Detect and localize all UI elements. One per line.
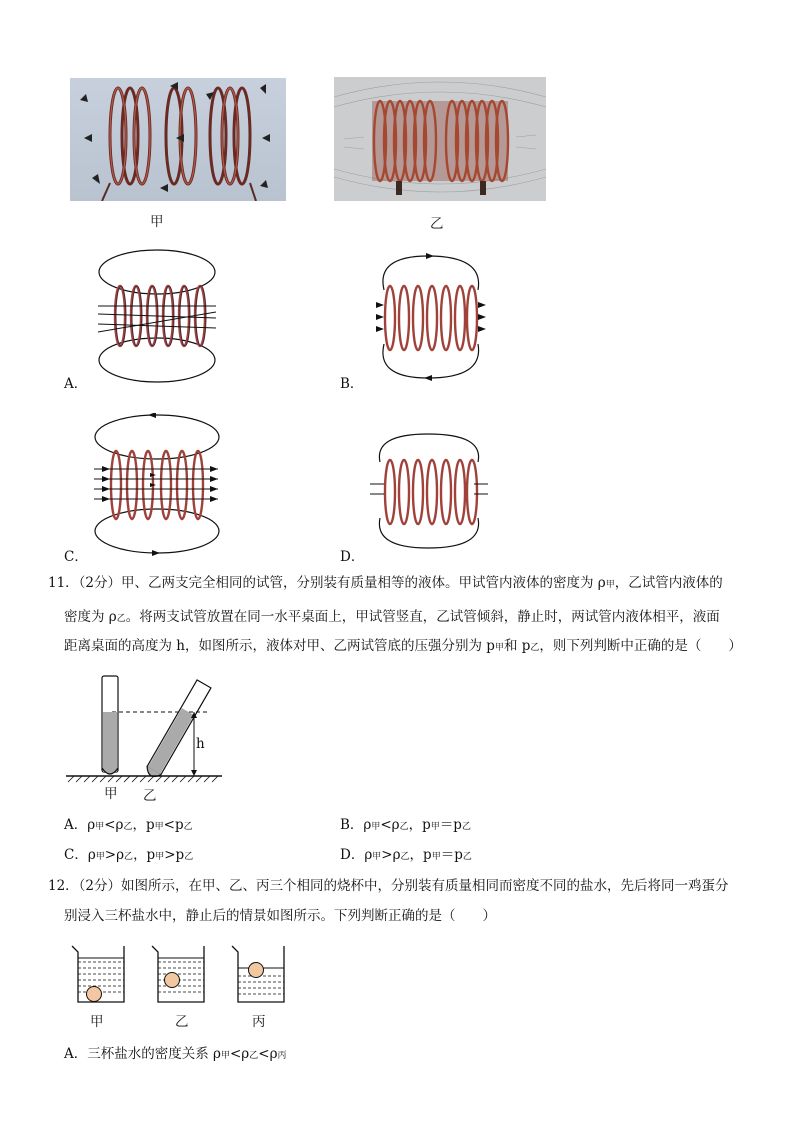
q12-option-a[interactable]: A．三杯盐水的密度关系 ρ甲<ρ乙<ρ丙: [64, 1046, 287, 1062]
q11-option-b[interactable]: B．ρ甲<ρ乙，p甲＝p乙: [340, 817, 471, 833]
fig-jia-label: 甲: [104, 786, 118, 802]
beaker-label-bing: 丙: [252, 1014, 266, 1030]
q11-option-c[interactable]: C．ρ甲>ρ乙，p甲>p乙: [64, 847, 194, 863]
option-a-label: A．: [64, 376, 88, 392]
q11-line-2: 密度为 ρ乙。将两支试管放置在同一水平桌面上，甲试管竖直，乙试管倾斜，静止时，两试管内液体相平，液面: [64, 609, 720, 625]
fig-h-label: h: [196, 736, 205, 752]
beaker-label-yi: 乙: [175, 1014, 189, 1030]
option-d-label: D．: [340, 549, 365, 565]
q11-option-a[interactable]: A．ρ甲<ρ乙，p甲<p乙: [64, 817, 193, 833]
photo-jia-label: 甲: [150, 214, 164, 230]
beakers-figure: [66, 940, 296, 1006]
q12-line-2: 别浸入三杯盐水中，静止后的情景如图所示。下列判断正确的是（ ）: [64, 908, 496, 924]
photo-yi: [334, 77, 546, 201]
option-b-label: B．: [340, 376, 364, 392]
q11-line-3: 距离桌面的高度为 h，如图所示，液体对甲、乙两试管底的压强分别为 p甲和 p乙，则下列判断中正确的是（ ）: [64, 638, 742, 654]
option-c-diagram: [90, 413, 224, 558]
photo-jia: [70, 78, 286, 201]
q12-line-1: 12．（2分）如图所示，在甲、乙、丙三个相同的烧杯中，分别装有质量相同而密度不同的盐水，先后将同一鸡蛋分: [48, 878, 729, 894]
option-c-label: C．: [64, 549, 88, 565]
option-a-diagram: [92, 248, 222, 383]
beaker-label-jia: 甲: [90, 1014, 104, 1030]
q11-line-1: 11．（2分）甲、乙两支完全相同的试管，分别装有质量相等的液体。甲试管内液体的密度为 ρ甲，乙试管内液体的: [48, 575, 723, 591]
option-d-diagram: [366, 428, 492, 554]
q11-option-d[interactable]: D．ρ甲>ρ乙，p甲＝p乙: [340, 847, 472, 863]
photo-yi-label: 乙: [430, 216, 444, 232]
option-b-diagram: [366, 246, 492, 386]
fig-yi-label: 乙: [143, 788, 157, 804]
